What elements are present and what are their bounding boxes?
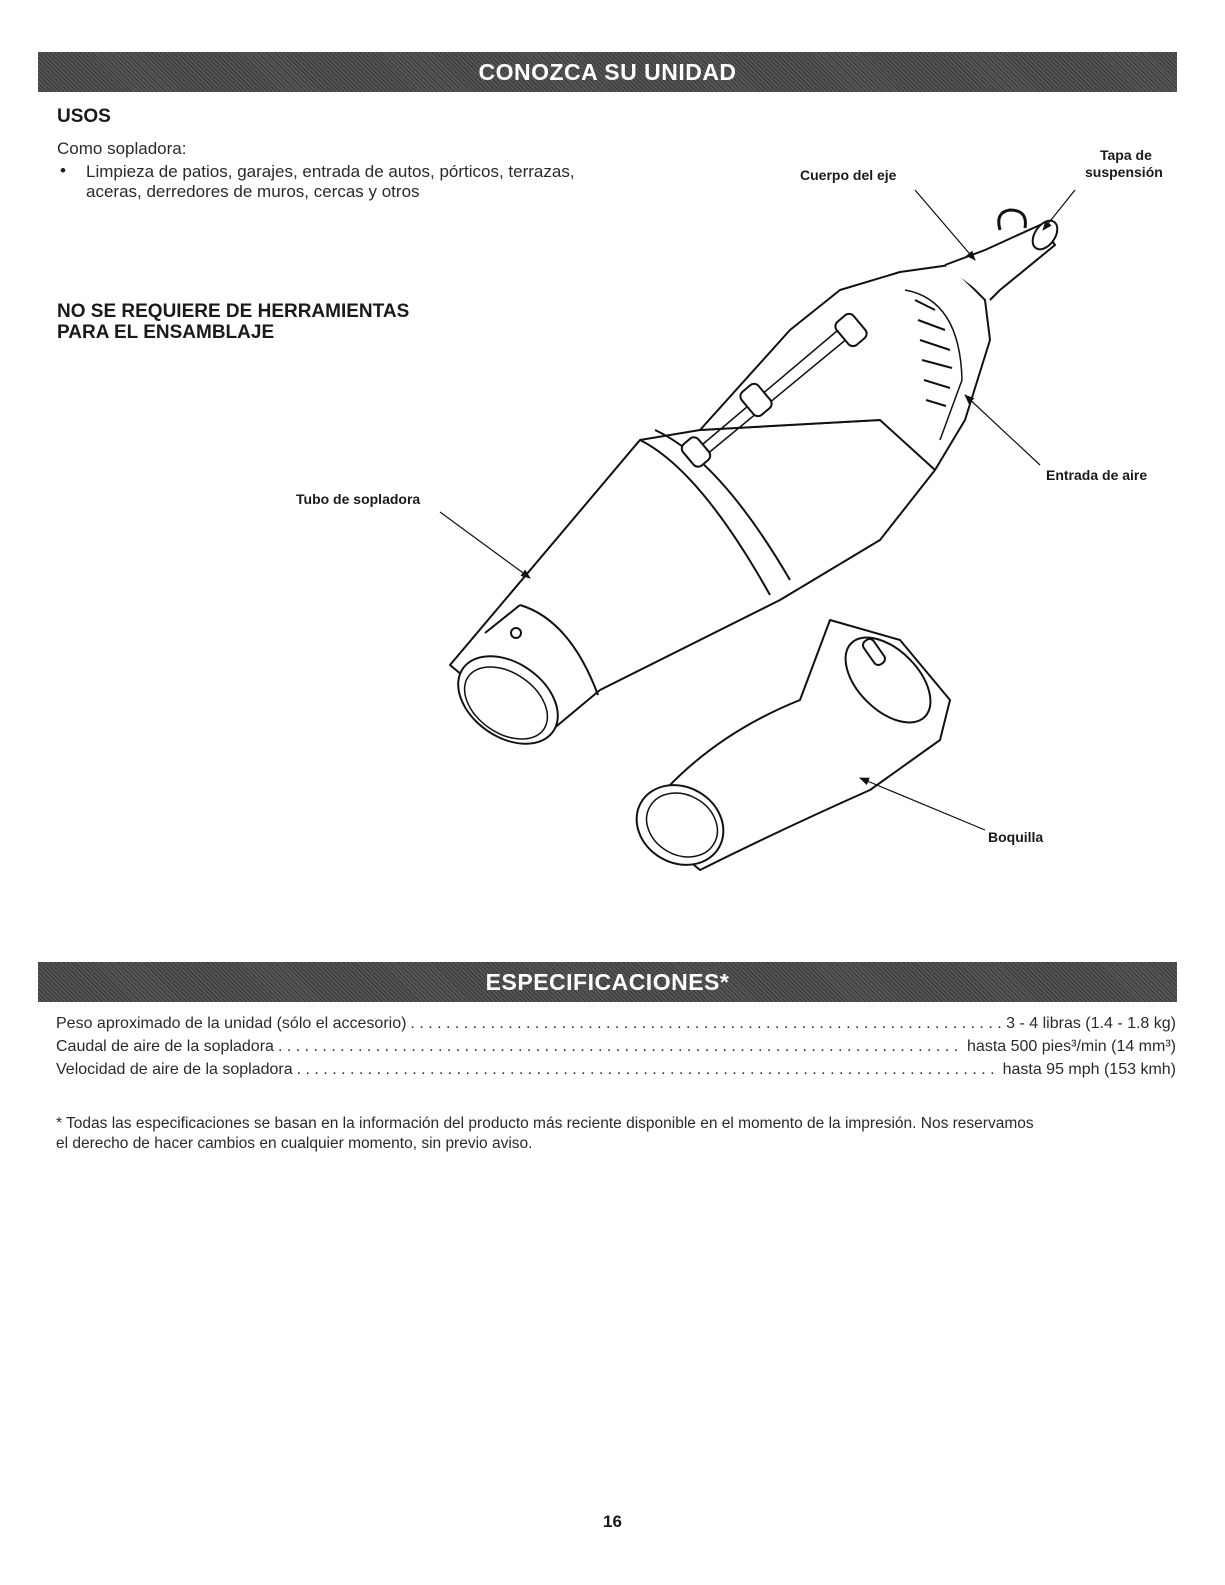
uses-heading: USOS bbox=[57, 106, 111, 127]
assembly-note-line2: PARA EL ENSAMBLAJE bbox=[57, 322, 275, 343]
spec-row bbox=[56, 1037, 1176, 1057]
label-boquilla: Boquilla bbox=[988, 829, 1044, 845]
footnote-line1: * Todas las especificaciones se basan en la información del producto más reciente disponible en el momento de la impresión. Nos reservamos bbox=[56, 1115, 1034, 1132]
leader-tubo bbox=[440, 512, 530, 578]
footnote-line2: el derecho de hacer cambios en cualquier momento, sin previo aviso. bbox=[56, 1135, 533, 1152]
uses-bullet-line2: aceras, derredores de muros, cercas y otros bbox=[86, 182, 420, 201]
spec-name: Peso aproximado de la unidad (sólo el accesorio) bbox=[56, 1015, 407, 1032]
label-tubo-de-sopladora: Tubo de sopladora bbox=[296, 491, 421, 507]
spec-value: hasta 95 mph (153 kmh) bbox=[1002, 1061, 1176, 1078]
label-entrada-de-aire: Entrada de aire bbox=[1046, 467, 1148, 483]
leader-boquilla bbox=[860, 778, 985, 830]
spec-value: 3 - 4 libras (1.4 - 1.8 kg) bbox=[1006, 1015, 1176, 1032]
leader-entrada bbox=[965, 395, 1040, 465]
uses-bullet-line1: Limpieza de patios, garajes, entrada de autos, pórticos, terrazas, bbox=[86, 162, 575, 181]
spec-name: Velocidad de aire de la sopladora bbox=[56, 1061, 293, 1078]
spec-name: Caudal de aire de la sopladora bbox=[56, 1038, 274, 1055]
spec-row bbox=[56, 1014, 1176, 1034]
leader-dots bbox=[278, 1037, 963, 1057]
uses-intro: Como sopladora: bbox=[57, 139, 187, 158]
leader-dots bbox=[297, 1060, 999, 1080]
bullet-icon: • bbox=[60, 161, 66, 180]
spec-row bbox=[56, 1060, 1176, 1080]
leader-dots bbox=[410, 1014, 1002, 1034]
section-title: CONOZCA SU UNIDAD bbox=[478, 58, 737, 85]
hang-loop bbox=[999, 210, 1026, 230]
label-cuerpo-del-eje: Cuerpo del eje bbox=[800, 167, 897, 183]
section-banner-specs bbox=[38, 962, 1177, 1002]
label-tapa-de: Tapa de bbox=[1100, 147, 1152, 163]
leader-cuerpo bbox=[915, 190, 975, 260]
spec-value: hasta 500 pies³/min (14 mm³) bbox=[967, 1038, 1176, 1055]
assembly-note-line1: NO SE REQUIERE DE HERRAMIENTAS bbox=[57, 301, 410, 322]
label-suspension: suspensión bbox=[1085, 164, 1163, 180]
leader-tapa bbox=[1043, 190, 1075, 230]
section-title: ESPECIFICACIONES* bbox=[485, 968, 730, 995]
page-number: 16 bbox=[603, 1512, 622, 1531]
